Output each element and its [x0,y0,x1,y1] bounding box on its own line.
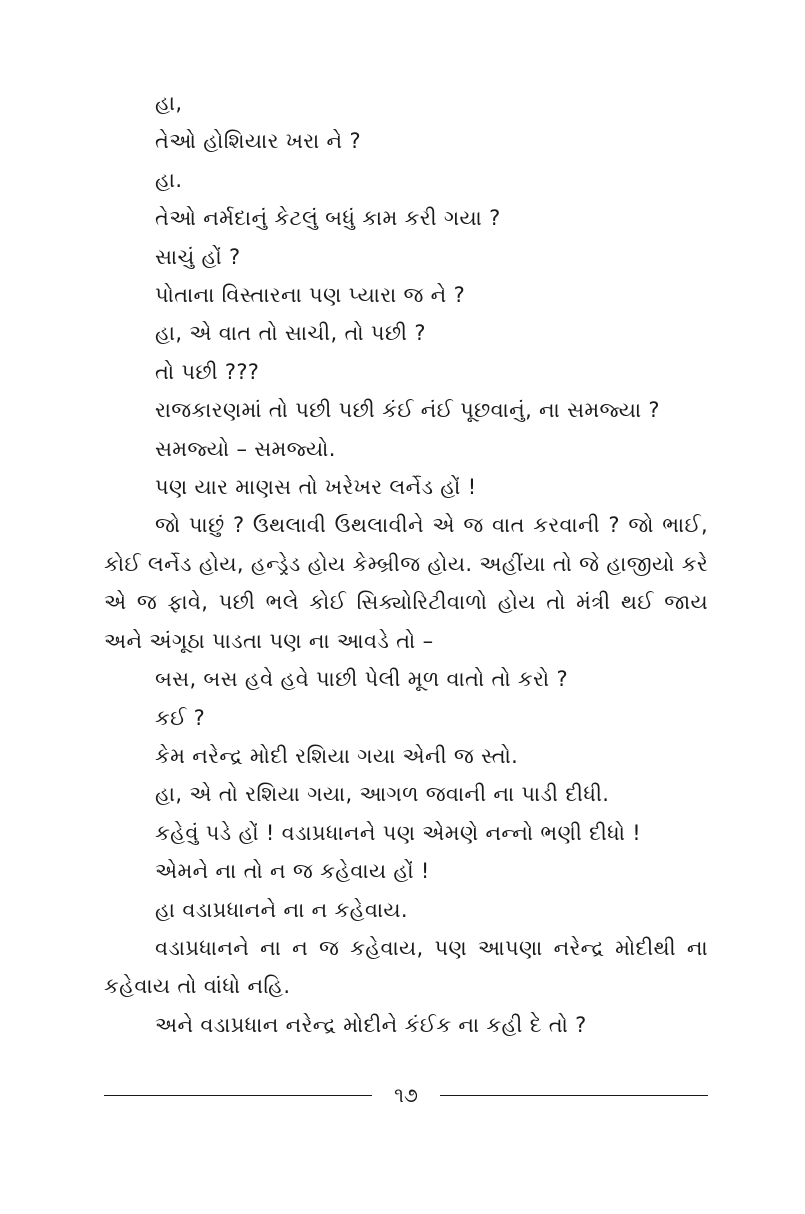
text-line: સમજ્યો – સમજ્યો. [155,436,336,461]
text-line: હા, [155,91,183,115]
text-line: બસ, બસ હવે હવે પાછી પેલી મૂળ વાતો તો કરો ? [155,667,568,692]
text-line: સાચું હોં ? [155,244,241,269]
footer-rule-left [104,1095,372,1096]
text-line: તો પછી ??? [155,359,260,384]
text-line: પોતાના વિસ્તારના પણ પ્યારા જ ને ? [155,283,466,308]
text-line: રાજકારણમાં તો પછી પછી કંઈ નંઈ પૂછવાનું, ના સમજ્યા ? [155,398,660,423]
text-line: અને વડાપ્રધાન નરેન્દ્ર મોદીને કંઈક ના કહી દે તો ? [155,1012,587,1037]
page-footer [104,1080,708,1110]
text-line: હા વડાપ્રધાનને ના ન કહેવાય. [155,897,408,922]
text-line: કેમ નરેન્દ્ર મોદી રશિયા ગયા એની જ સ્તો. [155,743,519,768]
text-line: હા, એ તો રશિયા ગયા, આગળ જવાની ના પાડી દીધી. [155,782,610,807]
page-number: ૧૭ [394,1083,418,1107]
footer-rule-right [440,1095,708,1096]
text-line: એમને ના તો ન જ કહેવાય હોં ! [155,859,430,884]
paragraph: વડાપ્રધાનને ના ન જ કહેવાય, પણ આપણા નરેન્દ્ર મોદીથી ના કહેવાય તો વાંધો નહિ. [104,935,708,999]
text-line: હા. [155,167,183,192]
paragraph: જો પાછું ? ઉથલાવી ઉથલાવીને એ જ વાત કરવાની ? જો ભાઈ, કોઈ લર્નેડ હોય, હન્ડ્રેડ હોય કેમ્બ્રીજ હોય. અહીંયા તો જે હાજીયો કરે એ જ ફાવે, પછી ભલે કોઈ સિક્યોરિટીવાળો હોય તો મંત્રી થઈ જાય અને અંગૂઠા પાડતા પણ ના આવડે તો – [104,513,708,653]
text-line: કઈ ? [155,705,206,730]
text-line: તેઓ હોશિયાર ખરા ને ? [155,129,361,154]
text-line: કહેવું પડે હોં ! વડાપ્રધાનને પણ એમણે નન્નો ભણી દીધો ! [155,820,641,845]
text-line: હા, એ વાત તો સાચી, તો પછી ? [155,321,426,346]
text-line: તેઓ નર્મદાનું કેટલું બધું કામ કરી ગયા ? [155,206,501,231]
text-line: પણ યાર માણસ તો ખરેખર લર્નેડ હોં ! [155,475,477,500]
page-body [104,84,708,1044]
